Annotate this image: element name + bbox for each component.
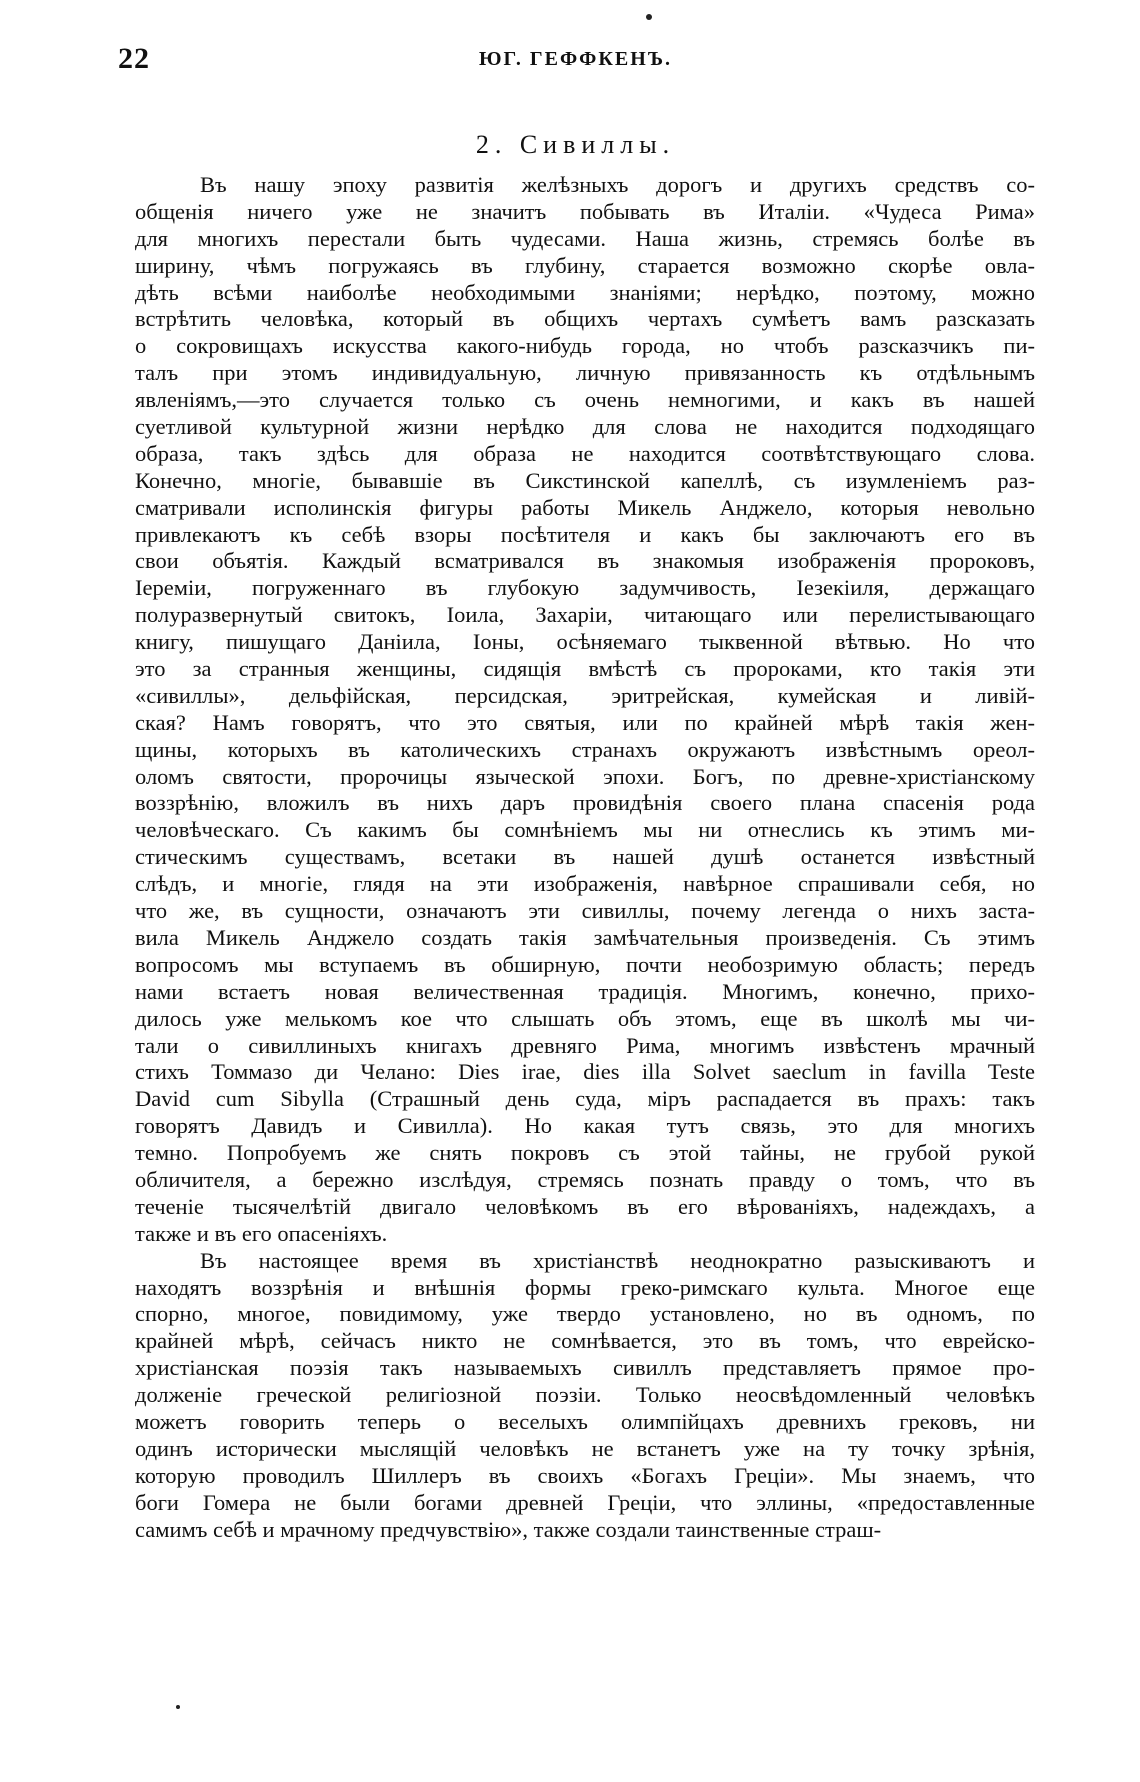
text-line: находятъ воззрѣнія и внѣшнія формы греко-римскаго культа. Многое еще <box>135 1274 1035 1300</box>
section-title: 2. Сивиллы. <box>475 130 676 159</box>
text-line: дилось уже мелькомъ кое что слышать объ этомъ, еще въ школѣ мы чи- <box>135 1005 1035 1031</box>
text-line: привлекаютъ къ себѣ взоры посѣтителя и какъ бы заключаютъ его въ <box>135 521 1035 547</box>
text-line: дѣть всѣми наиболѣе необходимыми знаніями; нерѣдко, поэтому, можно <box>135 279 1035 305</box>
text-line: свои объятія. Каждый всматривался въ знакомыя изображенія пророковъ, <box>135 548 1035 574</box>
text-line: что же, въ сущности, означаютъ эти сивиллы, почему легенда о нихъ заста- <box>135 898 1035 924</box>
text-line: ская? Намъ говорятъ, что это святыя, или по крайней мѣрѣ такія жен- <box>135 709 1035 735</box>
text-line: Іереміи, погруженнаго въ глубокую задумчивость, Іезекіиля, держащаго <box>135 575 1035 601</box>
text-line: стихъ Томмазо ди Челано: Dies irae, dies illa Solvet saeclum in favilla Teste <box>135 1059 1035 1085</box>
text-line: талъ при этомъ индивидуальную, личную привязанность къ отдѣльнымъ <box>135 360 1035 386</box>
body-text <box>135 172 1035 1543</box>
paragraph <box>135 1248 1035 1544</box>
text-line: крайней мѣрѣ, сейчасъ никто не сомнѣвается, это въ томъ, что еврейско- <box>135 1328 1035 1354</box>
text-line: вопросомъ мы вступаемъ въ обширную, почти необозримую область; передъ <box>135 951 1035 977</box>
text-line: спорно, многое, повидимому, уже твердо установлено, но въ одномъ, по <box>135 1301 1035 1327</box>
text-line: встрѣтить человѣка, который въ общихъ чертахъ сумѣетъ вамъ разсказать <box>135 306 1035 332</box>
page-number: 22 <box>118 42 150 75</box>
text-line: это за странныя женщины, сидящія вмѣстѣ съ пророками, кто такія эти <box>135 656 1035 682</box>
text-line: боги Гомера не были богами древней Греціи, что эллины, «предоставленные <box>135 1489 1035 1515</box>
text-line: щины, которыхъ въ католическихъ странахъ окружаютъ извѣстнымъ ореол- <box>135 736 1035 762</box>
text-line: о сокровищахъ искусства какого-нибудь города, но чтобъ разсказчикъ пи- <box>135 333 1035 359</box>
text-line: одинъ исторически мыслящій человѣкъ не встанетъ уже на ту точку зрѣнія, <box>135 1435 1035 1461</box>
text-line: образа, такъ здѣсь для образа не находится соотвѣтствующаго слова. <box>135 440 1035 466</box>
text-line: оломъ святости, пророчицы языческой эпохи. Богъ, по древне-христіанскому <box>135 763 1035 789</box>
text-line: которую проводилъ Шиллеръ въ своихъ «Богахъ Греціи». Мы знаемъ, что <box>135 1462 1035 1488</box>
text-line: вила Микель Анджело создать такія замѣчательныя произведенія. Съ этимъ <box>135 924 1035 950</box>
text-line: долженіе греческой религіозной поэзіи. Только неосвѣдомленный человѣкъ <box>135 1382 1035 1408</box>
text-line: общенія ничего уже не значитъ побывать въ Италіи. «Чудеса Рима» <box>135 198 1035 224</box>
text-line: суетливой культурной жизни нерѣдко для слова не находится подходящаго <box>135 414 1035 440</box>
text-line: воззрѣнію, вложилъ въ нихъ даръ провидѣнія своего плана спасенія рода <box>135 790 1035 816</box>
text-line: Въ настоящее время въ христіанствѣ неоднократно разыскиваютъ и <box>200 1247 1035 1273</box>
text-line: человѣческаго. Съ какимъ бы сомнѣніемъ мы ни отнеслись къ этимъ ми- <box>135 817 1035 843</box>
text-line: христіанская поэзія такъ называемыхъ сивиллъ представляетъ прямое про- <box>135 1355 1035 1381</box>
text-line: теченіе тысячелѣтій двигало человѣкомъ въ его вѣрованіяхъ, надеждахъ, а <box>135 1193 1035 1219</box>
text-line: «сивиллы», дельфійская, персидская, эритрейская, кумейская и ливій- <box>135 682 1035 708</box>
text-line: тали о сивиллиныхъ книгахъ древняго Рима, многимъ извѣстенъ мрачный <box>135 1032 1035 1058</box>
text-line: темно. Попробуемъ же снять покровъ съ этой тайны, не грубой рукой <box>135 1140 1035 1166</box>
ink-speck <box>646 14 652 20</box>
text-line: Конечно, многіе, бывавшіе въ Сикстинской капеллѣ, съ изумленіемъ раз- <box>135 467 1035 493</box>
text-line: самимъ себѣ и мрачному предчувствію», также создали таинственные страш- <box>135 1516 882 1542</box>
text-line: сматривали исполинскія фигуры работы Микель Анджело, которыя невольно <box>135 494 1035 520</box>
paragraph <box>135 172 1035 1248</box>
text-line: Въ нашу эпоху развитія желѣзныхъ дорогъ и другихъ средствъ со- <box>200 172 1035 197</box>
text-line: ширину, чѣмъ погружаясь въ глубину, старается возможно скорѣе овла- <box>135 252 1035 278</box>
text-line: обличителя, а бережно изслѣдуя, стремясь познать правду о томъ, что въ <box>135 1166 1035 1192</box>
text-line: полуразвернутый свитокъ, Іоила, Захаріи, читающаго или перелистывающаго <box>135 602 1035 628</box>
text-line: для многихъ перестали быть чудесами. Наша жизнь, стремясь болѣе въ <box>135 225 1035 251</box>
text-line: говорятъ Давидъ и Сивилла). Но какая тутъ связь, это для многихъ <box>135 1113 1035 1139</box>
text-line: явленіямъ,—это случается только съ очень немногими, и какъ въ нашей <box>135 387 1035 413</box>
text-line: David cum Sibylla (Страшный день суда, міръ распадается въ прахъ: такъ <box>135 1086 1035 1112</box>
text-line: можетъ говорить теперь о веселыхъ олимпійцахъ древнихъ грековъ, ни <box>135 1408 1035 1434</box>
text-line: нами встаетъ новая величественная традиція. Многимъ, конечно, прихо- <box>135 978 1035 1004</box>
text-line: книгу, пишущаго Даніила, Іоны, осѣняемаго тыквенной вѣтвью. Но что <box>135 629 1035 655</box>
running-head: ЮГ. ГЕФФКЕНЪ. <box>478 48 673 70</box>
page-header <box>118 42 1033 82</box>
text-line: слѣдъ, и многіе, глядя на эти изображенія, навѣрное спрашивали себя, но <box>135 871 1035 897</box>
text-line: стическимъ существамъ, всетаки въ нашей душѣ останется извѣстный <box>135 844 1035 870</box>
text-line: также и въ его опасеніяхъ. <box>135 1220 388 1246</box>
ink-speck <box>176 1705 180 1709</box>
